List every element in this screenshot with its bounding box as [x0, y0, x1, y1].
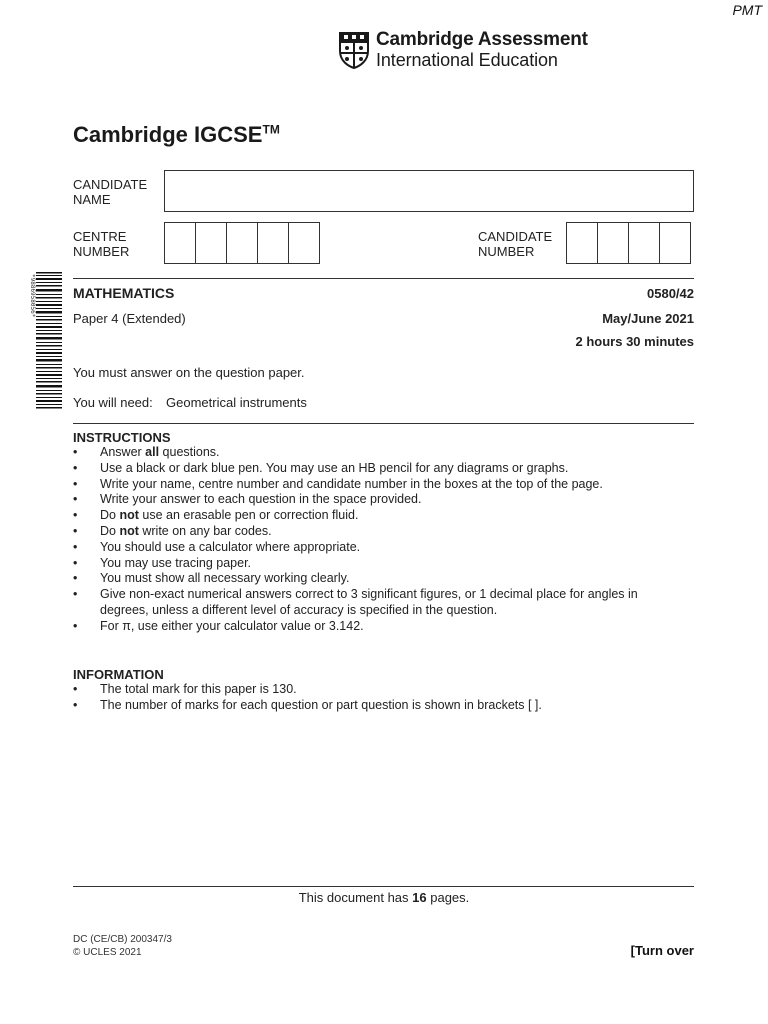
equipment-label: You will need:: [73, 395, 153, 410]
candidate-name-label: [73, 177, 147, 207]
subject-name: MATHEMATICS: [73, 285, 175, 301]
instruction-item: • Do not use an erasable pen or correction fluid.: [73, 508, 673, 524]
divider: [73, 278, 694, 279]
centre-number-label-line1: CENTRE: [73, 229, 127, 244]
centre-number-digit-box[interactable]: [257, 222, 289, 264]
instruction-item: • Give non-exact numerical answers correct to 3 significant figures, or 1 decimal place for angles in degrees, unless a different level of accuracy is specified in the question.: [73, 587, 673, 619]
instruction-item: • For π, use either your calculator value or 3.142.: [73, 619, 673, 635]
candidate-number-label: [478, 229, 552, 259]
information-item: • The number of marks for each question or part question is shown in brackets [ ].: [73, 698, 673, 714]
logo-line-1: Cambridge Assessment: [376, 29, 588, 50]
candidate-number-label-line1: CANDIDATE: [478, 229, 553, 244]
candidate-number-digit-box[interactable]: [597, 222, 629, 264]
document-reference: DC (CE/CB) 200347/3: [73, 934, 172, 945]
title-text: Cambridge IGCSE: [73, 122, 263, 147]
candidate-number-digit-box[interactable]: [566, 222, 598, 264]
barcode-icon: [28, 270, 62, 410]
centre-number-label: [73, 229, 129, 259]
instruction-item: • Write your name, centre number and candidate number in the boxes at the top of the page.: [73, 477, 673, 493]
candidate-number-label-line2: NUMBER: [478, 244, 535, 259]
candidate-name-label-line1: CANDIDATE: [73, 177, 148, 192]
candidate-number-digit-box[interactable]: [659, 222, 691, 264]
instruction-item: • You may use tracing paper.: [73, 556, 673, 572]
candidate-number-digit-box[interactable]: [628, 222, 660, 264]
information-heading: INFORMATION: [73, 667, 164, 682]
instruction-item: • Use a black or dark blue pen. You may use an HB pencil for any diagrams or graphs.: [73, 461, 673, 477]
centre-number-label-line2: NUMBER: [73, 244, 130, 259]
instruction-item: • You should use a calculator where appropriate.: [73, 540, 673, 556]
information-item: • The total mark for this paper is 130.: [73, 682, 673, 698]
centre-number-digit-box[interactable]: [164, 222, 196, 264]
centre-number-digit-box[interactable]: [288, 222, 320, 264]
cambridge-crest-icon: [338, 31, 370, 69]
instructions-list: [73, 445, 673, 635]
trademark-mark: TM: [262, 122, 280, 137]
equipment-value: Geometrical instruments: [166, 395, 307, 410]
candidate-number-field[interactable]: [566, 222, 691, 264]
instruction-item: • Do not write on any bar codes.: [73, 524, 673, 540]
centre-number-digit-box[interactable]: [195, 222, 227, 264]
instruction-item: • Answer all questions.: [73, 445, 673, 461]
centre-number-digit-box[interactable]: [226, 222, 258, 264]
copyright-notice: © UCLES 2021: [73, 947, 142, 958]
turn-over-label: [Turn over: [630, 943, 694, 958]
divider: [73, 886, 694, 887]
divider: [73, 423, 694, 424]
candidate-name-field[interactable]: [164, 170, 694, 212]
footer-info: [73, 933, 172, 959]
paper-code: 0580/42: [647, 286, 694, 301]
candidate-name-label-line2: NAME: [73, 192, 111, 207]
instruction-item: • You must show all necessary working clearly.: [73, 571, 673, 587]
barcode-digits: *9886958056*: [29, 274, 36, 318]
paper-title: Paper 4 (Extended): [73, 311, 186, 326]
centre-number-field[interactable]: [164, 222, 320, 264]
exam-session: May/June 2021: [602, 311, 694, 326]
information-list: [73, 682, 673, 714]
cambridge-logo: [338, 30, 588, 70]
page-title: [73, 122, 280, 148]
exam-duration: 2 hours 30 minutes: [575, 334, 694, 349]
answer-note: You must answer on the question paper.: [73, 365, 305, 380]
instructions-heading: INSTRUCTIONS: [73, 430, 171, 445]
pages-note: This document has 16 pages.: [298, 890, 470, 905]
logo-line-2: International Education: [376, 50, 558, 70]
instruction-item: • Write your answer to each question in the space provided.: [73, 492, 673, 508]
pmt-corner-mark: PMT: [732, 2, 762, 18]
